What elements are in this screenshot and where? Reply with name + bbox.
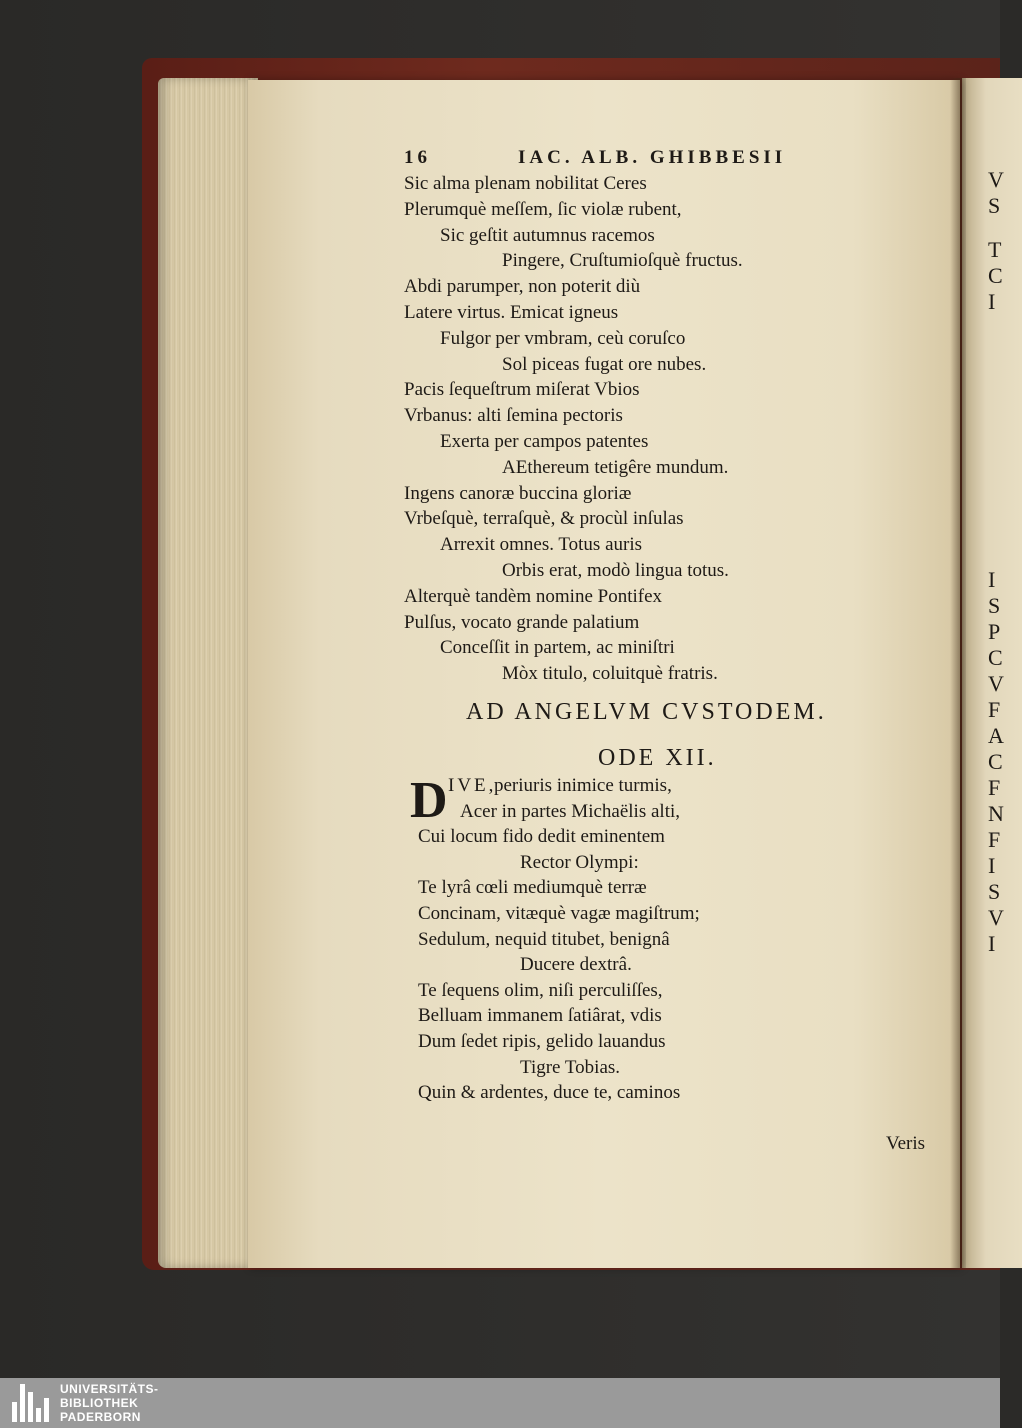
right-page-letter: C <box>988 263 1003 288</box>
poem-line: Orbis erat, modò lingua totus. <box>502 560 729 581</box>
right-page-letter: P <box>988 619 1001 644</box>
poem-line: Concinam, vitæquè vagæ magiſtrum; <box>418 903 700 924</box>
logo-line-3: PADERBORN <box>60 1410 141 1424</box>
poem-line: Te ſequens olim, niſi perculiſſes, <box>418 979 663 1001</box>
right-page-letter: F <box>988 775 1001 800</box>
right-page-letter: A <box>988 723 1004 748</box>
poem-line: Vrbanus: alti ſemina pectoris <box>404 405 623 427</box>
right-page-letter: F <box>988 697 1001 722</box>
right-page-letter: S <box>988 193 1001 218</box>
right-page-letter: S <box>988 879 1001 904</box>
poem-line: Fulgor per vmbram, ceù coruſco <box>440 327 686 349</box>
right-page-letter: C <box>988 749 1003 774</box>
library-logo-icon <box>12 1384 50 1422</box>
ode-title: AD ANGELVM CVSTODEM. <box>466 699 827 725</box>
logo-line-2: BIBLIOTHEK <box>60 1396 139 1410</box>
poem-line: periuris inimice turmis, <box>494 775 672 796</box>
poem-line: Sic alma plenam nobilitat Ceres <box>404 173 647 194</box>
poem-line: Sic geſtit autumnus racemos <box>440 224 655 246</box>
right-page-letter: T <box>988 237 1002 262</box>
right-page-letter: I <box>988 567 996 592</box>
gutter-shadow <box>950 78 966 1268</box>
poem-line: Sol piceas fugat ore nubes. <box>502 353 707 375</box>
poem-line: Belluam immanem ſatiârat, vdis <box>418 1005 662 1027</box>
poem-line: Sedulum, nequid titubet, benignâ <box>418 928 670 950</box>
right-page-letter: V <box>988 167 1004 192</box>
running-title: IAC. ALB. GHIBBESII <box>518 147 787 168</box>
page-number: 16 <box>404 147 431 168</box>
poem-line: Acer in partes Michaëlis alti, <box>460 800 681 822</box>
right-page-letter: N <box>988 801 1004 826</box>
logo-line-1: UNIVERSITÄTS- <box>60 1382 159 1396</box>
right-page-letter: I <box>988 853 996 878</box>
page-edges <box>158 78 258 1268</box>
right-page-letter: I <box>988 289 996 314</box>
poem-line: Exerta per campos patentes <box>440 431 649 452</box>
poem-line: Tigre Tobias. <box>520 1056 621 1078</box>
right-page-letter: F <box>988 827 1001 852</box>
first-word-rest: IVE, <box>448 775 497 796</box>
right-page-letter: V <box>988 671 1004 696</box>
poem-line: Conceſſit in partem, ac miniſtri <box>440 637 675 659</box>
poem-line: Pulſus, vocato grande palatium <box>404 611 640 633</box>
poem-line: Ducere dextrâ. <box>520 954 632 976</box>
library-logo-text <box>60 1382 159 1424</box>
poem-line: Te lyrâ cœli mediumquè terræ <box>418 877 647 899</box>
poem-line: Vrbeſquè, terraſquè, & procùl inſulas <box>404 508 684 530</box>
poem-line: Abdi parumper, non poterit diù <box>404 276 641 298</box>
poem-line: Plerumquè meſſem, ſic violæ rubent, <box>404 198 682 220</box>
footer-bar <box>0 1378 1000 1428</box>
ode-number: ODE XII. <box>598 745 717 771</box>
catchword: Veris <box>886 1133 926 1154</box>
drop-initial: D <box>410 772 448 829</box>
poem-line: Rector Olympi: <box>520 851 639 873</box>
poem-line: Arrexit omnes. Totus auris <box>440 534 643 556</box>
right-page-letter: C <box>988 645 1003 670</box>
poem-line: Alterquè tandèm nomine Pontifex <box>404 585 663 607</box>
poem-line: Latere virtus. Emicat igneus <box>404 302 619 323</box>
poem-line: Pacis ſequeſtrum miſerat Vbios <box>404 379 640 401</box>
right-page-letter: S <box>988 593 1001 618</box>
poem-line: Ingens canoræ buccina gloriæ <box>404 482 632 504</box>
right-page-letter: I <box>988 931 996 956</box>
poem-line: Mòx titulo, coluitquè fratris. <box>502 663 718 685</box>
poem-line: Quin & ardentes, duce te, caminos <box>418 1082 681 1104</box>
poem-line: Cui locum fido dedit eminentem <box>418 826 665 848</box>
poem-line: Pingere, Cruſtumioſquè fructus. <box>502 250 743 272</box>
right-page-letter: V <box>988 905 1004 930</box>
poem-line: Dum ſedet ripis, gelido lauandus <box>418 1031 666 1052</box>
poem-line: AEthereum tetigêre mundum. <box>502 456 729 478</box>
